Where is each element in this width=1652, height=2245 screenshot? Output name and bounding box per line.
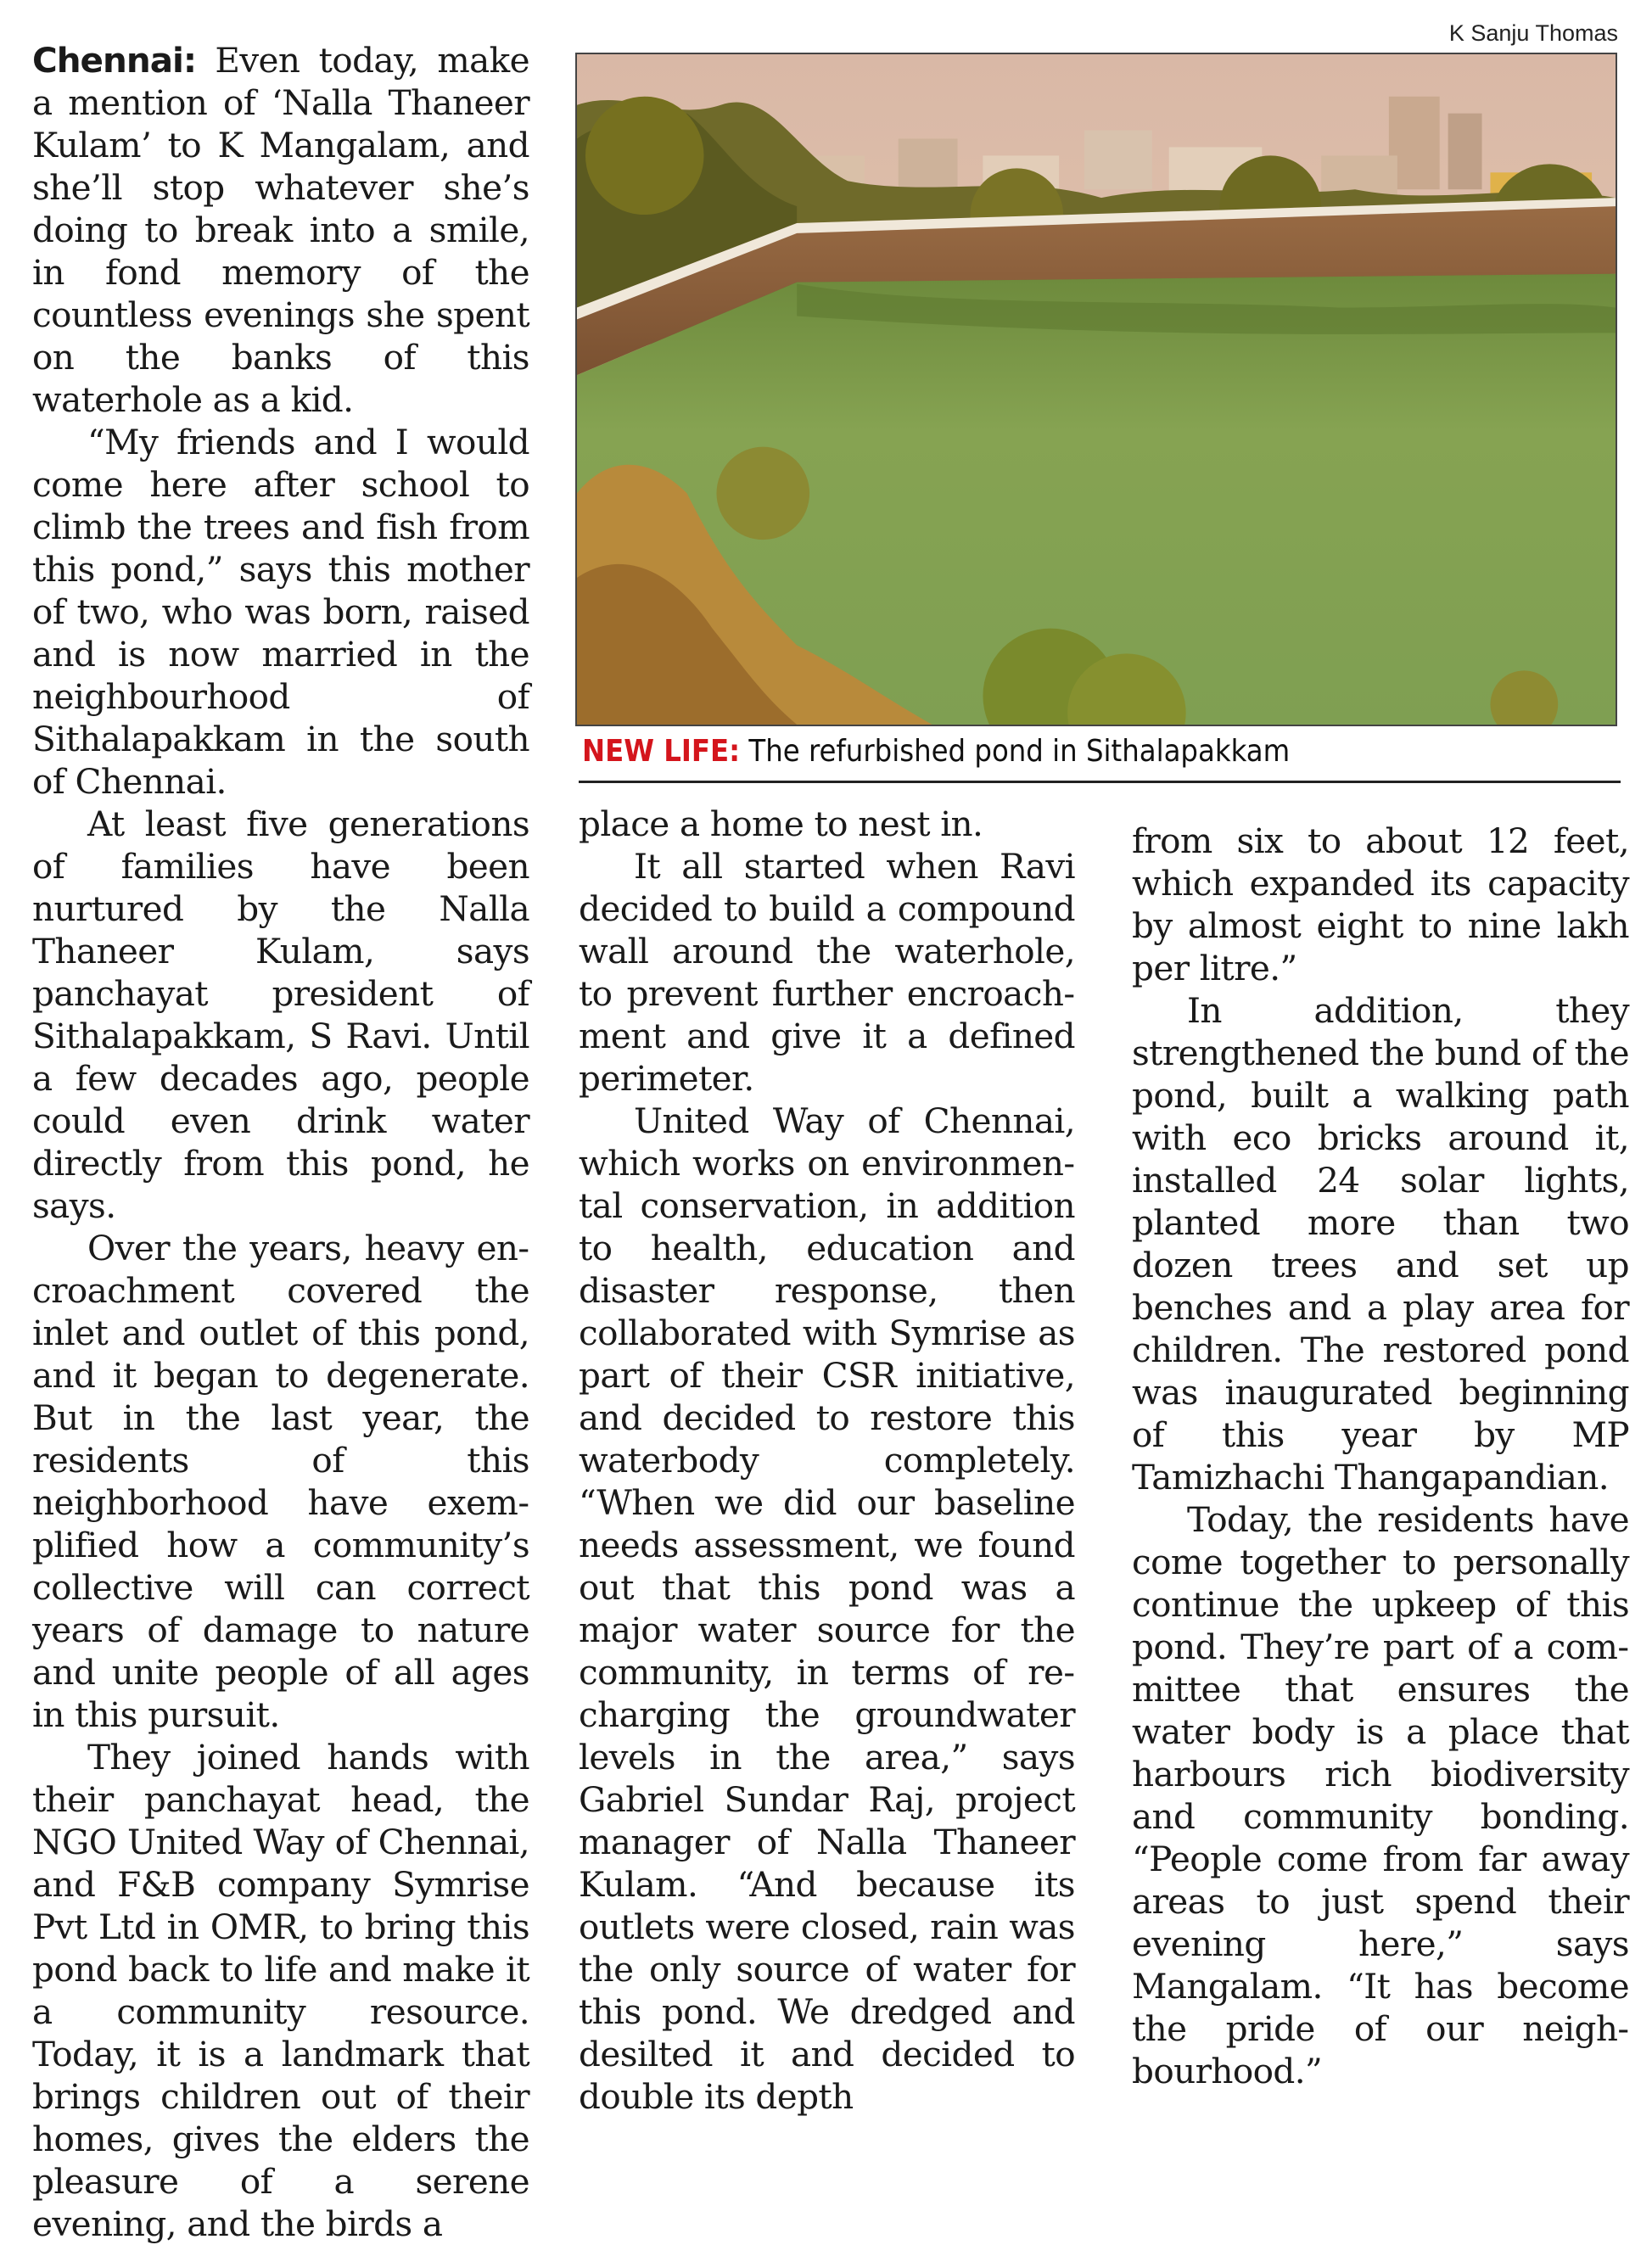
article-paragraph: from six to about 12 feet, which expanded its capacity by almost eight to nine lakh per litre.” <box>1132 820 1629 988</box>
caption-text: The refurbished pond in Sithalapakkam <box>740 734 1291 769</box>
article-column-1 <box>32 39 529 2245</box>
article-paragraph: It all started when Ravi decided to build a compound wall around the waterhole, to prevent further encroachment and give it a defined perimeter. <box>579 846 1075 1099</box>
pond-photo-illustration <box>577 54 1616 725</box>
caption-divider <box>579 781 1621 783</box>
article-paragraph: At least five generations of families have been nurtured by the Nalla Thaneer Kulam, says panchayat president of Sithalapakkam, S Ravi. Until a few decades ago, people could even drink water directly from this pond, he says. <box>32 803 529 1226</box>
photo-credit: K Sanju Thomas <box>1448 20 1618 46</box>
article-column-3 <box>1132 820 1629 2092</box>
article-paragraph: place a home to nest in. <box>579 803 983 844</box>
article-paragraph: They joined hands with their panchayat head, the NGO United Way of Chennai, and F&B company Symrise Pvt Ltd in OMR, to bring this pond back to life and make it a community resource. Today, it is a landmark that brings children out of their homes, gives the elders the pleasure of a serene evening, and the birds a <box>32 1737 529 2244</box>
article-paragraph: “My friends and I would come here after school to climb the trees and fish from this pond,” says this mother of two, who was born, raised and is now married in the neighbourhood of Sithalapakkam in the south of Chennai. <box>32 422 529 802</box>
article-paragraph: United Way of Chennai, which works on environmental conservation, in addition to health, education and disaster response, then collaborated with Symrise as part of their CSR initiative, and decided to restore this waterbody completely. “When we did our baseline needs assessment, we found out that this pond was a major water source for the community, in terms of recharging the groundwater levels in the area,” says Gabriel Sundar Raj, project manager of Nalla Thaneer Kulam. “And because its outlets were closed, rain was the only source of water for this pond. We dredged and desilted it and decided to double its depth <box>579 1100 1075 2117</box>
caption-kicker: NEW LIFE: <box>582 734 741 769</box>
article-dateline: Chennai: <box>32 40 197 81</box>
article-paragraph: Over the years, heavy encroachment covered the inlet and outlet of this pond, and it began to degenerate. But in the last year, the residents of this neighborhood have exemplified how a community’s collective will can correct years of damage to nature and unite people of all ages in this pursuit. <box>32 1228 529 1735</box>
pond-photo <box>575 53 1617 726</box>
photo-caption <box>582 731 1617 772</box>
article-column-2 <box>579 803 1075 2118</box>
article-paragraph: In addition, they strengthened the bund of the pond, built a walking path with eco bricks around it, installed 24 solar lights, planted more than two dozen trees and set up benches and a play area for children. The restored pond was inaugurated beginning of this year by MP Tamizhachi Thangapandian. <box>1132 990 1629 1498</box>
article-paragraph: Today, the residents have come together to personally continue the upkeep of this pond. They’re part of a committee that ensures the water body is a place that harbours rich biodiversity and community bonding. “People come from far away areas to just spend their evening here,” says Mangalam. “It has become the pride of our neighbourhood.” <box>1132 1499 1629 2091</box>
article-paragraph: Chennai: Even today, make a mention of ‘Nalla Thaneer Kulam’ to K Mangalam, and she’ll stop whatever she’s doing to break into a smile, in fond memory of the countless evenings she spent on the banks of this waterhole as a kid. <box>32 40 529 420</box>
